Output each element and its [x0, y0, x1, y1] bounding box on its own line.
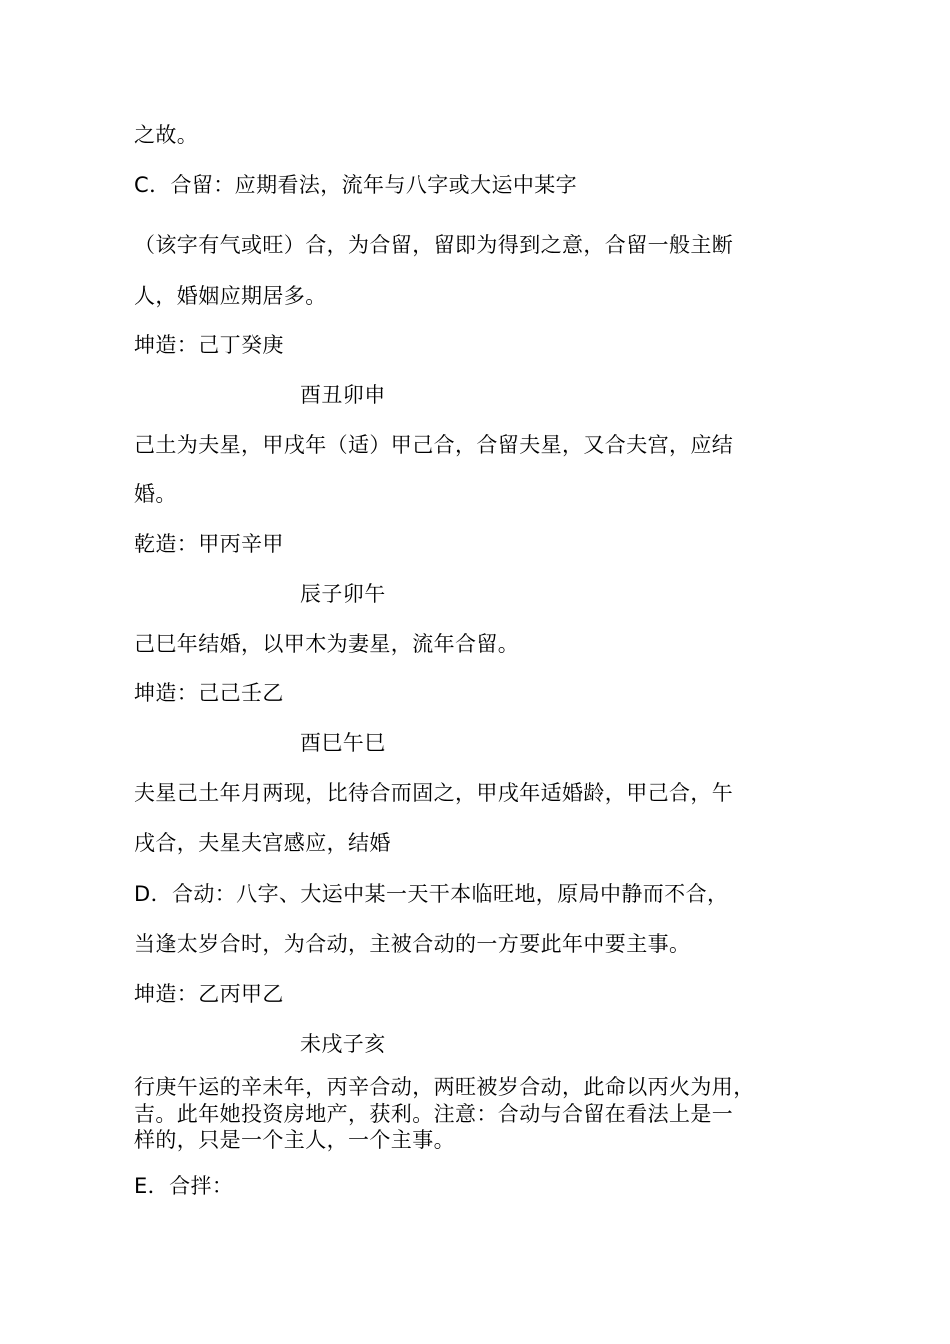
text-line-15: 戌合，夫星夫宫感应，结婚	[134, 831, 391, 855]
text-line-7: 己土为夫星，甲戌年（适）甲己合，合留夫星，又合夫宫，应结	[134, 433, 734, 457]
text-line-4: 人，婚姻应期居多。	[134, 284, 327, 308]
text-line-21: 吉。此年她投资房地产，获利。注意：合动与合留在看法上是一	[134, 1102, 734, 1126]
section-c-heading: C．合留：应期看法，流年与八字或大运中某字	[134, 173, 578, 197]
text-line-11: 己巳年结婚，以甲木为妻星，流年合留。	[134, 632, 520, 656]
chart-branches-3: 酉巳午巳	[300, 731, 386, 755]
text-line-8: 婚。	[134, 482, 177, 506]
chart-label-kun-1: 坤造：己丁癸庚	[134, 333, 284, 357]
text-line-17: 当逢太岁合时，为合动，主被合动的一方要此年中要主事。	[134, 932, 691, 956]
chart-label-kun-2: 坤造：己己壬乙	[134, 681, 284, 705]
chart-branches-2: 辰子卯午	[300, 582, 386, 606]
chart-branches-4: 未戌子亥	[300, 1032, 386, 1056]
chart-branches-1: 酉丑卯申	[300, 383, 386, 407]
text-line-22: 样的，只是一个主人，一个主事。	[134, 1128, 455, 1152]
chart-label-qian-1: 乾造：甲丙辛甲	[134, 532, 284, 556]
text-line-3: （该字有气或旺）合，为合留，留即为得到之意，合留一般主断	[134, 233, 734, 257]
text-line-14: 夫星己土年月两现，比待合而固之，甲戌年适婚龄，甲己合，午	[134, 781, 734, 805]
section-d-heading: D．合动：八字、大运中某一天干本临旺地，原局中静而不合，	[134, 882, 729, 906]
text-line-20: 行庚午运的辛未年，丙辛合动，两旺被岁合动，此命以丙火为用，	[134, 1075, 755, 1099]
chart-label-kun-3: 坤造：乙丙甲乙	[134, 982, 284, 1006]
section-e-heading: E．合拌：	[134, 1174, 234, 1198]
text-line-1: 之故。	[134, 123, 199, 147]
